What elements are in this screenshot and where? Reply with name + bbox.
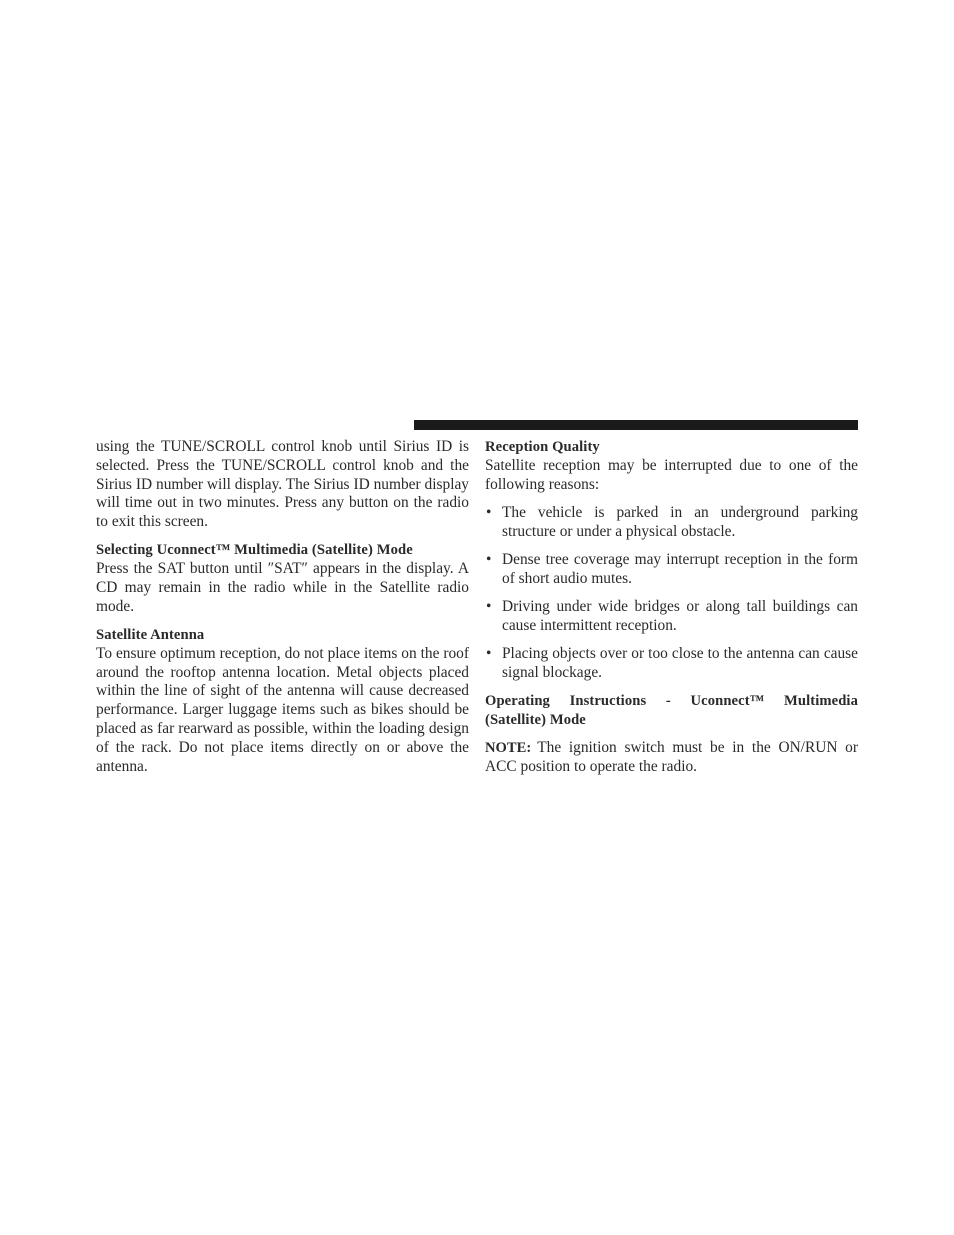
reception-heading: Reception Quality xyxy=(485,439,600,455)
bullet-text: Dense tree coverage may interrupt reception in the form of short audio mutes. xyxy=(502,550,858,587)
list-item xyxy=(485,645,858,683)
intro-paragraph: using the TUNE/SCROLL control knob until Sirius ID is selected. Press the TUNE/SCROLL control knob and the Sirius ID number will display. The Sirius ID number display will time out in two minutes. Press any button on the radio to exit this screen. xyxy=(96,438,469,531)
reception-bullet-list xyxy=(485,504,858,683)
bullet-text: Driving under wide bridges or along tall buildings can cause intermittent reception. xyxy=(502,597,858,634)
header-bar xyxy=(414,420,858,430)
list-item xyxy=(485,551,858,589)
note-text: The ignition switch must be in the ON/RUN or ACC position to operate the radio. xyxy=(485,738,858,775)
bullet-icon: • xyxy=(486,550,492,568)
sat-mode-heading: Selecting Uconnect™ Multimedia (Satellite) Mode xyxy=(96,542,413,559)
right-column xyxy=(485,438,858,776)
antenna-heading: Satellite Antenna xyxy=(96,626,205,643)
bullet-icon: • xyxy=(486,644,492,662)
list-item xyxy=(485,598,858,636)
operating-heading: Operating Instructions - Uconnect™ Multimedia (Satellite) Mode xyxy=(485,692,858,728)
note-label: NOTE: xyxy=(485,739,532,756)
bullet-icon: • xyxy=(486,503,492,521)
note-paragraph xyxy=(485,739,858,777)
bullet-text: The vehicle is parked in an underground parking structure or under a physical obstacle. xyxy=(502,503,858,540)
antenna-body: To ensure optimum reception, do not place items on the roof around the rooftop antenna location. Metal objects placed within the line of sight of the antenna will cause decreased performance. Larger luggage items such as bikes should be placed as far rearward as possible, within the loading design of the rack. Do not place items directly on or above the antenna. xyxy=(96,644,469,775)
list-item xyxy=(485,504,858,542)
bullet-text: Placing objects over or too close to the antenna can cause signal blockage. xyxy=(502,644,858,681)
left-column xyxy=(96,438,469,776)
reception-body: Satellite reception may be interrupted due to one of the following reasons: xyxy=(485,456,858,493)
sat-mode-body: Press the SAT button until ″SAT″ appears in the display. A CD may remain in the radio while in the Satellite radio mode. xyxy=(96,560,469,615)
bullet-icon: • xyxy=(486,597,492,615)
